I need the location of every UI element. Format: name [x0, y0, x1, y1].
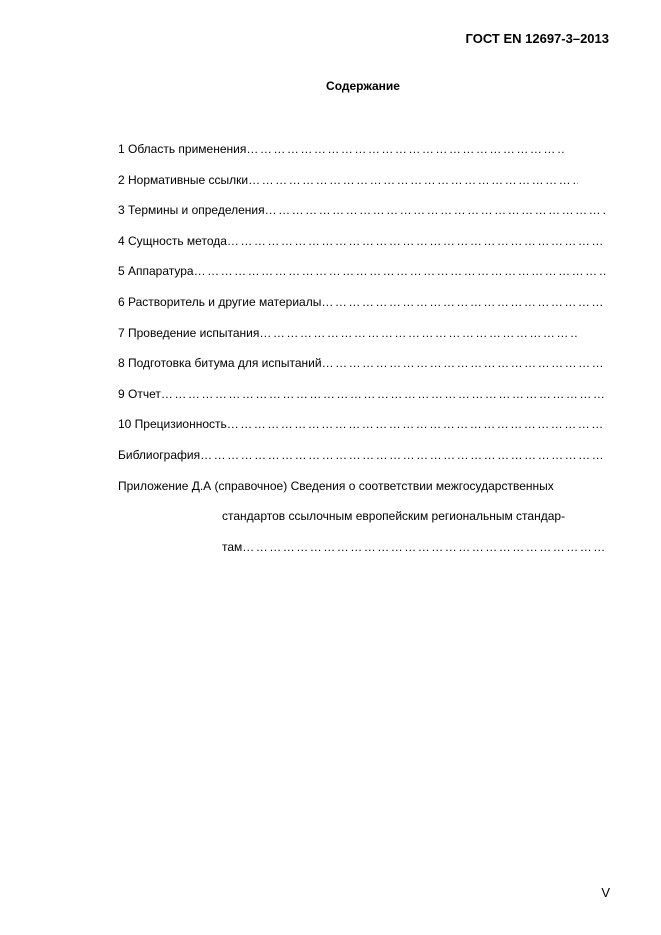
page-number: V [601, 885, 610, 900]
toc-label: Библиография [118, 447, 201, 462]
dot-leader [200, 447, 606, 478]
toc-label: там [222, 539, 243, 554]
toc-label: 1 Область применения [118, 142, 247, 156]
toc-label: 5 Аппаратура [118, 264, 194, 279]
dot-leader [242, 539, 606, 570]
dot-leader [161, 386, 606, 417]
dot-leader [322, 355, 606, 386]
toc-entry[interactable] [118, 141, 606, 172]
dot-leader [248, 172, 578, 203]
toc-label: Приложение Д.А (справочное) Сведения о соответствии межгосударственных [118, 478, 554, 493]
toc-entry[interactable] [118, 233, 606, 264]
dot-leader [265, 202, 606, 233]
toc-label: 7 Проведение испытания [118, 325, 260, 340]
toc-label: стандартов ссылочным европейским региональным стандар- [222, 509, 566, 524]
toc-entry[interactable] [118, 386, 606, 417]
dot-leader [246, 141, 566, 172]
table-of-contents [118, 141, 606, 569]
toc-label: 3 Термины и определения [118, 203, 265, 218]
dot-leader [194, 263, 606, 294]
toc-label: 8 Подготовка битума для испытаний [118, 356, 322, 371]
toc-entry[interactable] [118, 478, 606, 509]
toc-entry[interactable] [118, 294, 606, 325]
toc-entry[interactable] [118, 416, 606, 447]
toc-label: 4 Сущность метода [118, 233, 227, 248]
toc-entry[interactable] [118, 355, 606, 386]
dot-leader [259, 325, 577, 356]
document-code: ГОСТ EN 12697-3–2013 [465, 31, 609, 46]
toc-entry[interactable] [118, 202, 606, 233]
dot-leader [321, 294, 606, 325]
toc-entry-continuation [118, 508, 606, 539]
toc-entry[interactable] [118, 263, 606, 294]
toc-label: 6 Растворитель и другие материалы [118, 294, 322, 309]
toc-label: 2 Нормативные ссылки [118, 172, 249, 187]
toc-label: 10 Прецизионность [118, 417, 227, 432]
toc-entry[interactable] [118, 447, 606, 478]
toc-entry[interactable] [118, 172, 606, 203]
page-title: Содержание [326, 79, 400, 93]
dot-leader [227, 416, 606, 447]
dot-leader [227, 233, 606, 264]
toc-entry[interactable] [118, 325, 606, 356]
toc-entry-continuation [118, 539, 606, 570]
toc-label: 9 Отчет [118, 386, 161, 401]
